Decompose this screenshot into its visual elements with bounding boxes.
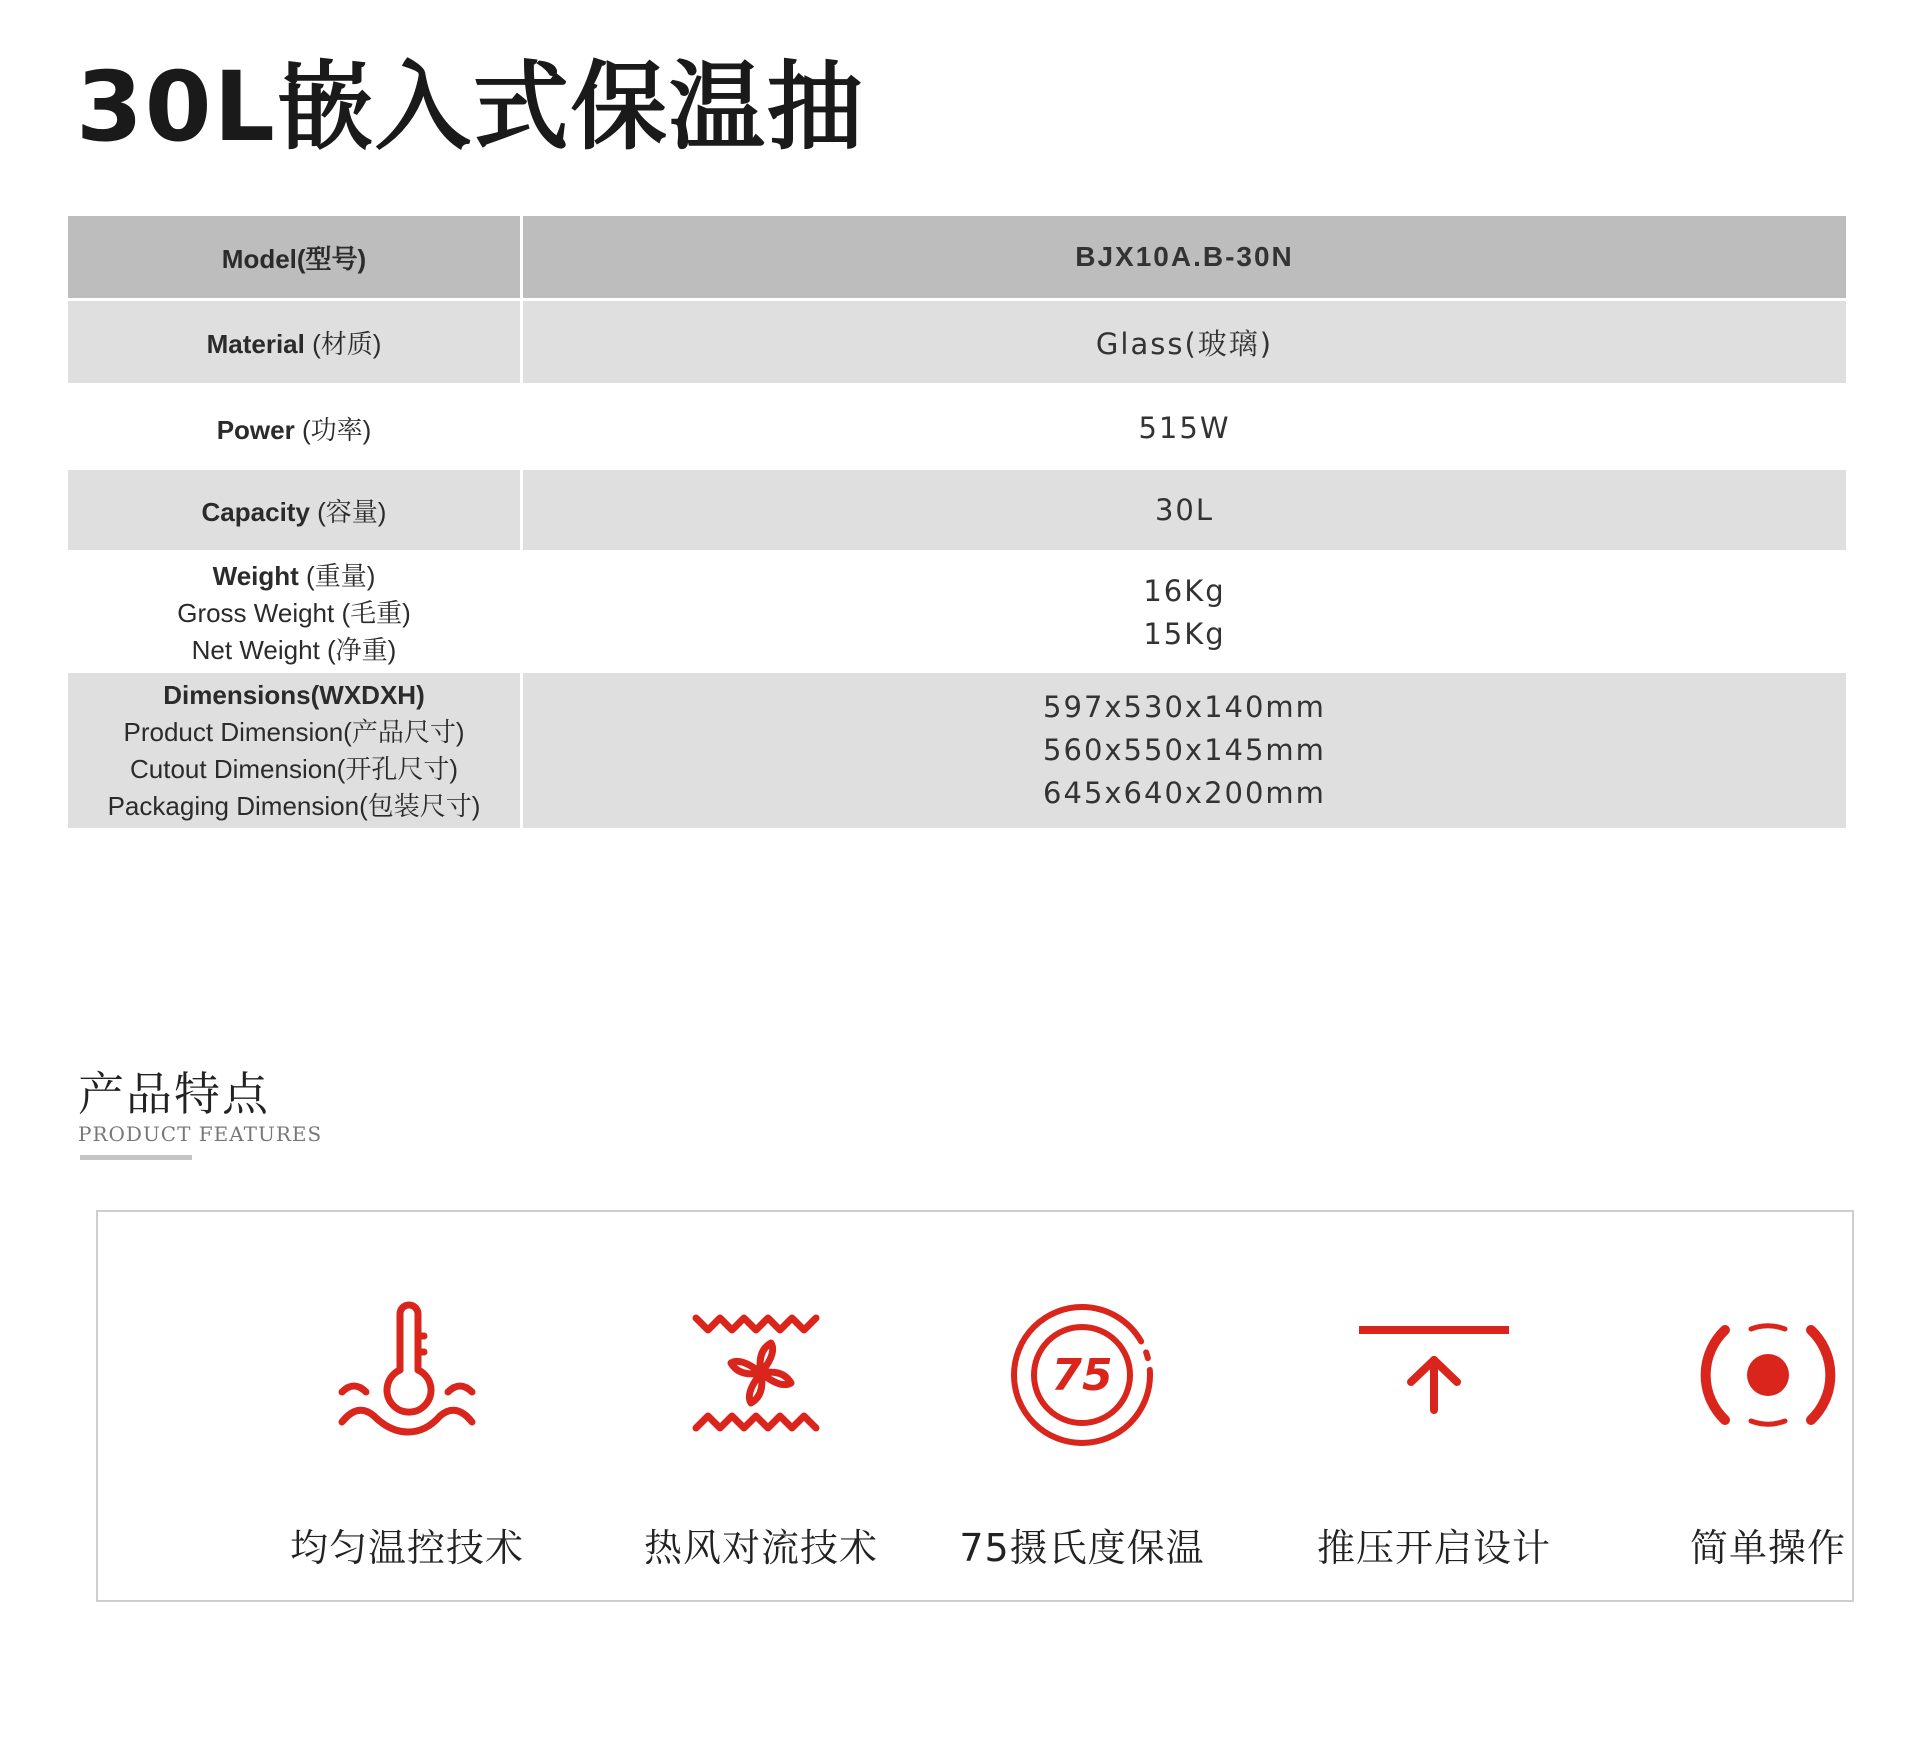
thermometer-waves-icon [332, 1300, 482, 1450]
spec-row-material [68, 300, 1846, 385]
product-dimension-label: Product Dimension(产品尺寸) [123, 716, 465, 747]
feature-label: 均匀温控技术 [289, 1526, 524, 1570]
spec-table [68, 216, 1846, 831]
packaging-dimension-value: 645x640x200mm [1043, 776, 1326, 810]
feature-label: 75摄氏度保温 [959, 1526, 1205, 1570]
page-title: 30L嵌入式保温抽 [76, 51, 865, 163]
capacity-value: 30L [522, 470, 1847, 552]
feature-item-hot-air-convection [611, 1212, 911, 1604]
model-value: BJX10A.B-30N [522, 216, 1847, 300]
net-weight-label: Net Weight (净重) [191, 634, 397, 665]
feature-label: 热风对流技术 [643, 1526, 878, 1570]
weight-label: Weight (重量) Gross Weight (毛重) Net Weight (净重) [68, 552, 522, 674]
weight-value [522, 552, 1847, 674]
spec-row-capacity [68, 470, 1846, 552]
cutout-dimension-label: Cutout Dimension(开孔尺寸) [130, 753, 458, 784]
features-title: 产品特点 [78, 1067, 270, 1121]
product-dimension-value: 597x530x140mm [1043, 690, 1326, 724]
spec-row-weight [68, 552, 1846, 674]
cutout-dimension-value: 560x550x145mm [1043, 733, 1326, 767]
power-label: Power (功率) [68, 385, 522, 471]
dimensions-label: Dimensions(WXDXH) Product Dimension(产品尺寸) Cutout Dimension(开孔尺寸) Packaging Dimension(包装尺寸) [68, 673, 522, 830]
feature-label: 推压开启设计 [1316, 1526, 1551, 1570]
features-subtitle: PRODUCT FEATURES [78, 1122, 323, 1146]
features-underline [80, 1155, 192, 1160]
capacity-label: Capacity (容量) [68, 470, 522, 552]
badge-number: 75 [1051, 1350, 1113, 1401]
feature-label: 简单操作 [1689, 1526, 1846, 1570]
push-open-arrow-icon [1359, 1300, 1509, 1450]
spec-row-power [68, 385, 1846, 471]
material-value: Glass(玻璃) [522, 300, 1847, 385]
model-label: Model(型号) [68, 216, 522, 300]
spec-row-model [68, 216, 1846, 300]
fan-icon [686, 1300, 836, 1450]
gross-weight-label: Gross Weight (毛重) [177, 597, 411, 628]
target-dot-icon [1693, 1300, 1843, 1450]
net-weight-value: 15Kg [1143, 617, 1226, 651]
feature-item-push-open [1284, 1212, 1584, 1604]
feature-item-simple-operation [1618, 1212, 1918, 1604]
dimensions-value [522, 673, 1847, 830]
features-panel [96, 1210, 1854, 1602]
badge-75-icon [1007, 1300, 1157, 1450]
feature-item-75-degree [932, 1212, 1232, 1604]
gross-weight-value: 16Kg [1143, 574, 1226, 608]
spec-row-dimensions [68, 673, 1846, 830]
material-label: Material (材质) [68, 300, 522, 385]
packaging-dimension-label: Packaging Dimension(包装尺寸) [107, 790, 481, 821]
feature-item-temperature-control [257, 1212, 557, 1604]
power-value: 515W [522, 385, 1847, 471]
